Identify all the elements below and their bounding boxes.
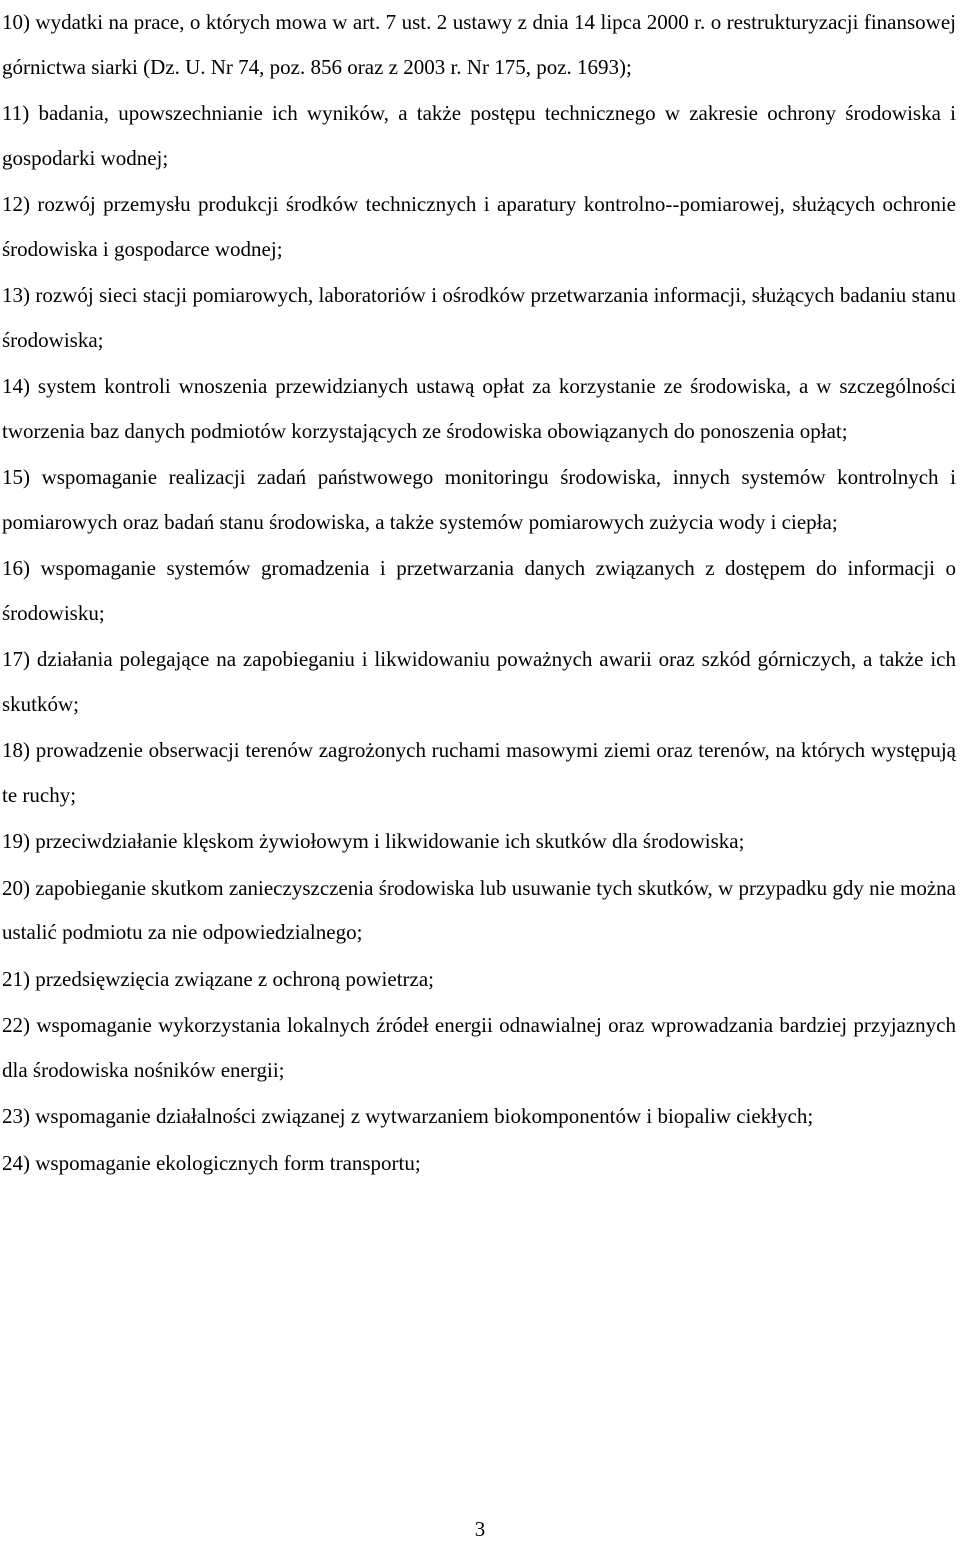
list-item: 13) rozwój sieci stacji pomiarowych, laboratoriów i ośrodków przetwarzania informacji, służących badaniu stanu środowiska;	[2, 283, 956, 352]
list-item: 10) wydatki na prace, o których mowa w art. 7 ust. 2 ustawy z dnia 14 lipca 2000 r. o restrukturyzacji finansowej górnictwa siarki (Dz. U. Nr 74, poz. 856 oraz z 2003 r. Nr 175, poz. 1693);	[2, 10, 956, 79]
list-item: 23) wspomaganie działalności związanej z wytwarzaniem biokomponentów i biopaliw ciekłych;	[2, 1104, 814, 1128]
list-item: 18) prowadzenie obserwacji terenów zagrożonych ruchami masowymi ziemi oraz terenów, na których występują te ruchy;	[2, 738, 956, 807]
list-item: 15) wspomaganie realizacji zadań państwowego monitoringu środowiska, innych systemów kontrolnych i pomiarowych oraz badań stanu środowiska, a także systemów pomiarowych zużycia wody i ciepła;	[2, 465, 956, 534]
document-body	[2, 0, 956, 1187]
list-item: 19) przeciwdziałanie klęskom żywiołowym i likwidowanie ich skutków dla środowiska;	[2, 829, 745, 853]
list-item: 22) wspomaganie wykorzystania lokalnych źródeł energii odnawialnej oraz wprowadzania bardziej przyjaznych dla środowiska nośników energii;	[2, 1013, 956, 1082]
list-item: 21) przedsięwzięcia związane z ochroną powietrza;	[2, 966, 435, 991]
list-item: 20) zapobieganie skutkom zanieczyszczenia środowiska lub usuwanie tych skutków, w przypadku gdy nie można ustalić podmiotu za nie odpowiedzialnego;	[2, 875, 956, 944]
list-item: 24) wspomaganie ekologicznych form transportu;	[2, 1150, 421, 1175]
list-item: 17) działania polegające na zapobieganiu i likwidowaniu poważnych awarii oraz szkód górniczych, a także ich skutków;	[2, 647, 956, 716]
list-item: 14) system kontroli wnoszenia przewidzianych ustawą opłat za korzystanie ze środowiska, a w szczególności tworzenia baz danych podmiotów korzystających ze środowiska obowiązanych do ponoszenia opłat;	[2, 374, 956, 443]
list-item: 16) wspomaganie systemów gromadzenia i przetwarzania danych związanych z dostępem do informacji o środowisku;	[2, 556, 956, 625]
page-number: 3	[474, 1517, 486, 1541]
list-item: 11) badania, upowszechnianie ich wyników, a także postępu technicznego w zakresie ochrony środowiska i gospodarki wodnej;	[2, 101, 956, 170]
list-item: 12) rozwój przemysłu produkcji środków technicznych i aparatury kontrolno--pomiarowej, służących ochronie środowiska i gospodarce wodnej;	[2, 192, 956, 261]
